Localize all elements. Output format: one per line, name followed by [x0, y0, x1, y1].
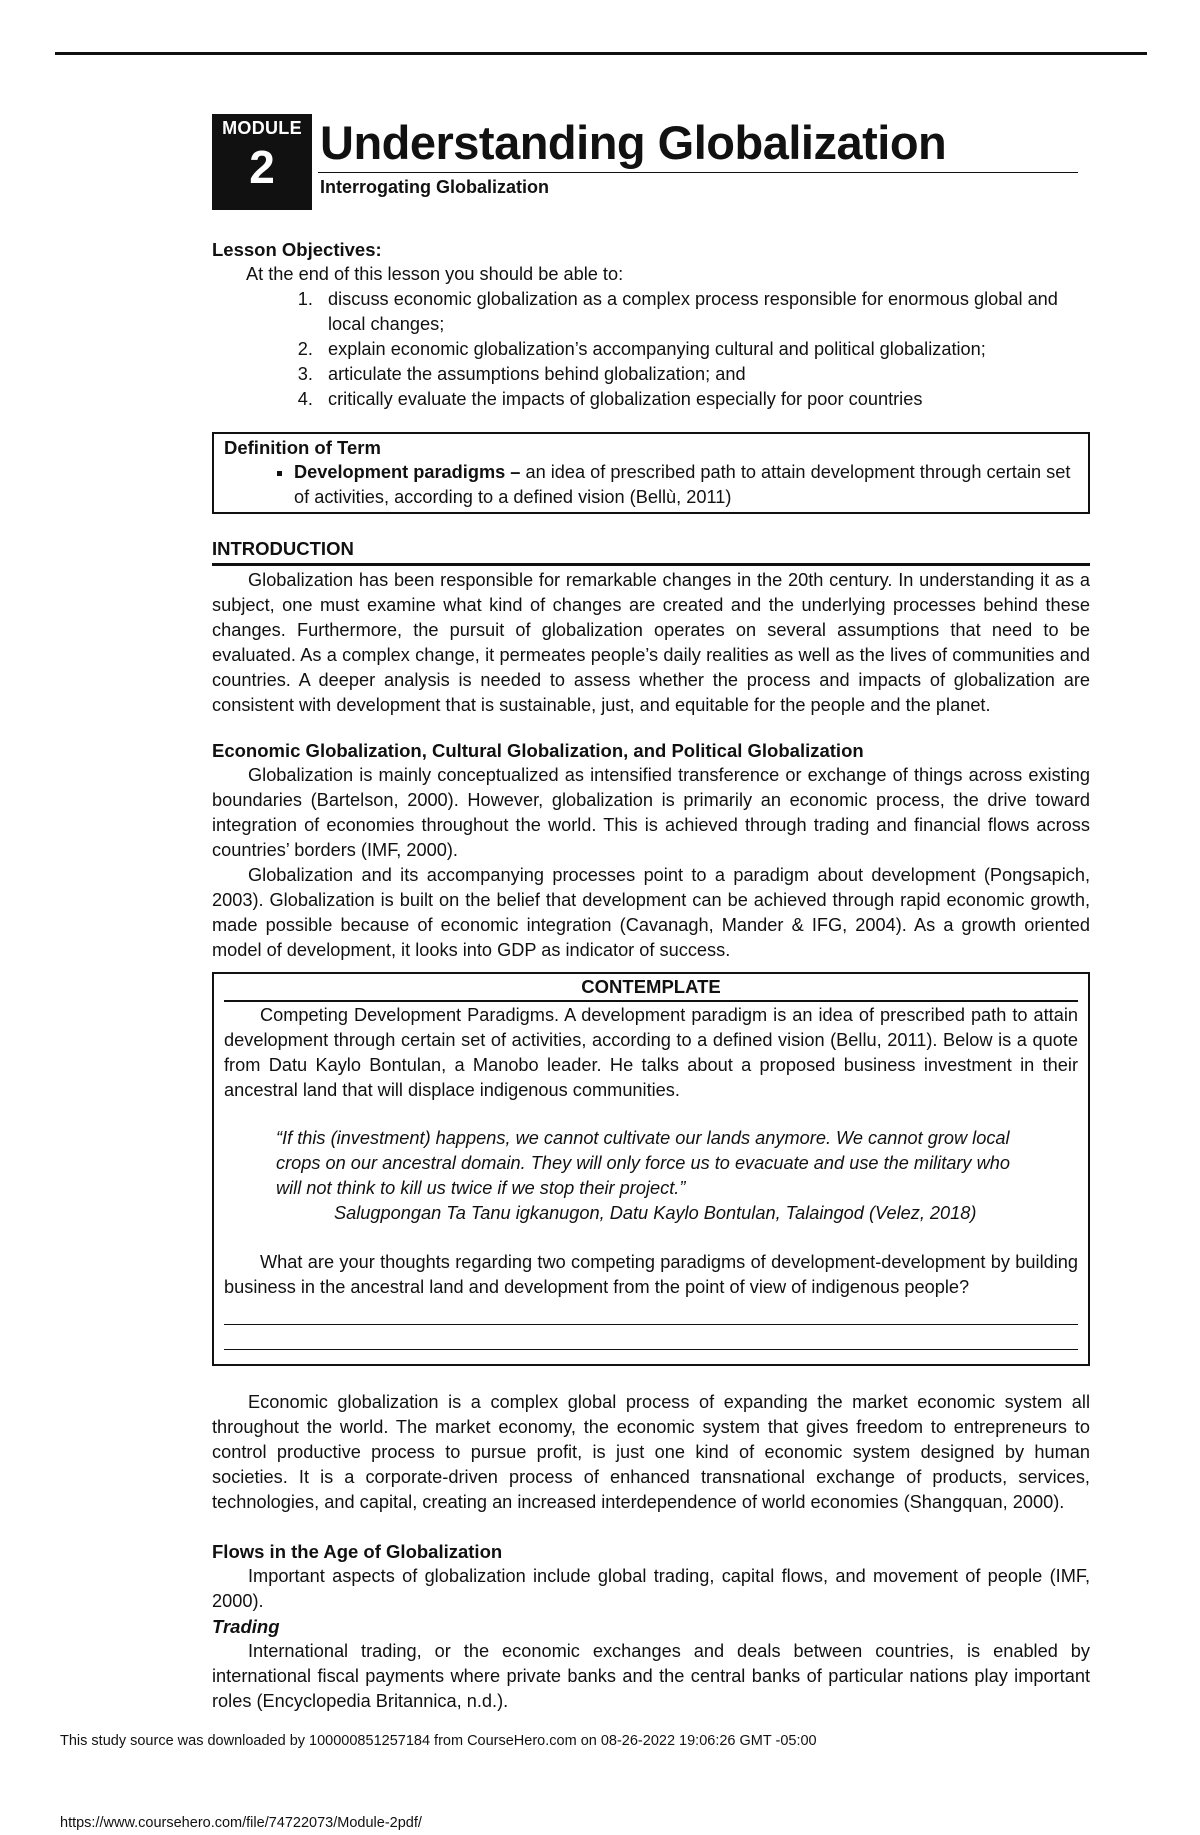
module-badge: [212, 114, 312, 210]
trading-paragraph: International trading, or the economic exchanges and deals between countries, is enabled by international fiscal payments where private banks and the central banks of particular nations play important roles (Encyclopedia Britannica, n.d.).: [212, 1641, 1090, 1711]
answer-line: [224, 1325, 1078, 1350]
definition-heading: Definition of Term: [224, 437, 381, 458]
quote-source: Salugpongan Ta Tanu igkanugon, Datu Kaylo Bontulan, Talaingod (Velez, 2018): [334, 1203, 977, 1223]
list-item: 4. critically evaluate the impacts of globalization especially for poor countries: [318, 387, 1090, 412]
trading-section: [212, 1614, 1090, 1714]
introduction-heading: INTRODUCTION: [212, 538, 354, 559]
contemplate-question: What are your thoughts regarding two competing paradigms of development-development by building business in the ancestral land and development from the point of view of indigenous people?: [224, 1252, 1078, 1297]
quote-text: “If this (investment) happens, we cannot cultivate our lands anymore. We cannot grow local crops on our ancestral domain. They will only force us to evacuate and use the military who will not think to kill us twice if we stop their project.”: [276, 1128, 1010, 1198]
contemplate-intro: Competing Development Paradigms. A development paradigm is an idea of prescribed path to attain development through certain set of activities, according to a defined vision (Bellu, 2011). Below is a quote from Datu Kaylo Bontulan, a Manobo leader. He talks about a proposed business investment in their ancestral land that will displace indigenous communities.: [224, 1005, 1078, 1100]
definition-text: an idea of prescribed path to attain development through certain set of activities, according to a defined vision (Bellù, 2011): [294, 462, 1071, 507]
economic-section: [212, 738, 1090, 963]
source-url[interactable]: https://www.coursehero.com/file/74722073/Module-2pdf/: [60, 1815, 422, 1831]
list-item: 2. explain economic globalization’s accompanying cultural and political globalization;: [318, 337, 1090, 362]
trading-heading: Trading: [212, 1616, 280, 1637]
introduction-text: Globalization has been responsible for remarkable changes in the 20th century. In understanding it as a subject, one must examine what kind of changes are created and the underlying processes behind these changes. Furthermore, the pursuit of globalization operates on several assumptions that need to be evaluated. As a complex change, it permeates people’s daily realities as well as the lives of communities and countries. A deeper analysis is needed to assess whether the process and impacts of globalization are consistent with development that is sustainable, just, and equitable for the people and the planet.: [212, 570, 1090, 715]
contemplate-rule: [224, 1000, 1078, 1002]
list-item: 1. discuss economic globalization as a complex process responsible for enormous global and local changes;: [318, 287, 1090, 337]
list-item: [294, 460, 1078, 510]
economic-paragraph-1: Globalization is mainly conceptualized as intensified transference or exchange of things across existing boundaries (Bartelson, 2000). However, globalization is primarily an economic process, the drive toward integration of economies throughout the world. This is achieved through trading and financial flows across countries’ borders (IMF, 2000).: [212, 765, 1090, 860]
answer-line: [224, 1300, 1078, 1325]
introduction-rule: [212, 563, 1090, 566]
flows-heading: Flows in the Age of Globalization: [212, 1541, 503, 1562]
quote-block: [224, 1126, 1078, 1226]
objectives-list: [212, 287, 1090, 412]
definition-term: Development paradigms –: [294, 462, 521, 482]
top-rule: [55, 52, 1147, 55]
definition-list: [224, 460, 1078, 510]
market-paragraph: Economic globalization is a complex global process of expanding the market economic system all throughout the world. The market economy, the economic system that gives freedom to entrepreneurs to control productive process to pursue profit, is just one kind of economic system designed by human societies. It is a corporate-driven process of enhanced transnational exchange of products, services, technologies, and capital, creating an increased interdependence of world economies (Shangquan, 2000).: [212, 1392, 1090, 1512]
definition-box: [212, 432, 1090, 514]
lesson-objectives: [212, 237, 1090, 412]
objectives-intro: At the end of this lesson you should be able to:: [246, 264, 624, 284]
contemplate-heading: CONTEMPLATE: [581, 976, 721, 997]
module-label: MODULE: [222, 118, 302, 138]
module-number: 2: [249, 141, 275, 193]
page-subtitle: Interrogating Globalization: [320, 177, 549, 197]
download-note: This study source was downloaded by 100000851257184 from CourseHero.com on 08-26-2022 19:06:26 GMT -05:00: [60, 1733, 817, 1749]
economic-heading: Economic Globalization, Cultural Globalization, and Political Globalization: [212, 740, 864, 761]
contemplate-box: [212, 972, 1090, 1366]
introduction-section: [212, 536, 1090, 718]
market-section: [212, 1390, 1090, 1515]
flows-paragraph: Important aspects of globalization include global trading, capital flows, and movement of people (IMF, 2000).: [212, 1566, 1090, 1611]
economic-paragraph-2: Globalization and its accompanying processes point to a paradigm about development (Pongsapich, 2003). Globalization is built on the belief that development can be achieved through rapid economic growth, made possible because of economic integration (Cavanagh, Mander & IFG, 2004). As a growth oriented model of development, it looks into GDP as indicator of success.: [212, 865, 1090, 960]
list-item: 3. articulate the assumptions behind globalization; and: [318, 362, 1090, 387]
objectives-heading: Lesson Objectives:: [212, 239, 382, 260]
flows-section: [212, 1539, 1090, 1614]
page-title: Understanding Globalization: [320, 116, 947, 169]
title-rule: [318, 172, 1078, 173]
